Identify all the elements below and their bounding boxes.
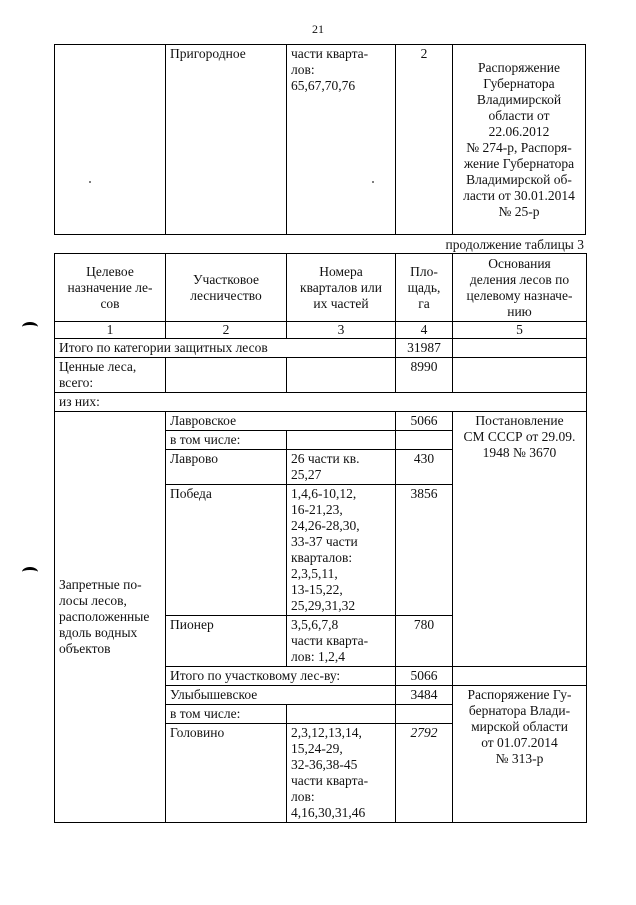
table-row [55,45,586,235]
of-them-label: из них: [55,393,587,412]
lavrovskoe-area: 5066 [396,412,453,431]
top-cell-forestry: Пригородное [166,45,287,235]
header-area: Пло- щадь, га [396,254,453,322]
header-basis: Основания деления лесов по целевому назначе- нию [453,254,587,322]
forestry-lavrovo: Лаврово [166,450,287,485]
basis-order-2014: Распоряжение Гу- бернатора Влади- мирской области от 01.07.2014 № 313-р [453,686,587,823]
empty-cell [453,667,587,686]
header-quarters: Номера кварталов или их частей [287,254,396,322]
golovino-area: 2792 [396,724,453,823]
pobeda-quarters: 1,4,6-10,12, 16-21,23, 24,26-28,30, 33-37 части кварталов: 2,3,5,11, 13-15,22, 25,29,31,32 [287,485,396,616]
empty-cell [166,358,287,393]
empty-cell [287,705,396,724]
category-cell: Запретные по- лосы лесов, расположенные вдоль водных объектов [55,412,166,823]
lavrovo-quarters: 26 части кв. 25,27 [287,450,396,485]
empty-cell [287,358,396,393]
punch-hole-mark [22,567,38,577]
column-number: 3 [287,322,396,339]
top-cell-quarters: части кварта- лов: 65,67,70,76 [287,45,396,235]
forestry-pioner: Пионер [166,616,287,667]
empty-cell [287,431,396,450]
including-label: в том числе: [166,431,287,450]
including-label: в том числе: [166,705,287,724]
valuable-label: Ценные леса, всего: [55,358,166,393]
table-row [55,393,587,412]
forestry-lavrovskoe: Лавровское [166,412,396,431]
top-cell-basis: Распоряжение Губернатора Владимирской области от 22.06.2012 № 274-р, Распоря- жение Губернатора Владимирской об- ласти от 30.01.2014 № 25-р [453,45,586,235]
table-row [55,358,587,393]
top-table-fragment [54,44,586,235]
pioner-area: 780 [396,616,453,667]
subtotal-area: 5066 [396,667,453,686]
basis-decree-1948: Постановление СМ СССР от 29.09. 1948 № 3670 [453,412,587,667]
pobeda-area: 3856 [396,485,453,616]
top-cell-purpose [55,45,166,235]
empty-cell [453,339,587,358]
forest-table [54,253,587,823]
valuable-area: 8990 [396,358,453,393]
column-number: 2 [166,322,287,339]
pioner-quarters: 3,5,6,7,8 части кварта- лов: 1,2,4 [287,616,396,667]
column-number: 4 [396,322,453,339]
scan-speck [89,181,91,183]
forestry-pobeda: Победа [166,485,287,616]
header-row [55,254,587,322]
header-forestry: Участковое лесничество [166,254,287,322]
empty-cell [453,358,587,393]
header-purpose: Целевое назначение ле- сов [55,254,166,322]
subtotal-label: Итого по участковому лес-ву: [166,667,396,686]
forestry-golovino: Головино [166,724,287,823]
lavrovo-area: 430 [396,450,453,485]
golovino-quarters: 2,3,12,13,14, 15,24-29, 32-36,38-45 части кварта- лов: 4,16,30,31,46 [287,724,396,823]
table-row [55,412,587,431]
ulybyshevskoe-area: 3484 [396,686,453,705]
punch-hole-mark [22,322,38,332]
continuation-label: продолжение таблицы 3 [445,237,584,252]
empty-cell [396,705,453,724]
page-number: 21 [312,22,324,36]
top-cell-area: 2 [396,45,453,235]
empty-cell [396,431,453,450]
total-protective-label: Итого по категории защитных лесов [55,339,396,358]
total-protective-area: 31987 [396,339,453,358]
column-number: 5 [453,322,587,339]
forestry-ulybyshevskoe: Улыбышевское [166,686,396,705]
table-row [55,339,587,358]
column-number: 1 [55,322,166,339]
scan-speck [372,181,374,183]
column-number-row [55,322,587,339]
